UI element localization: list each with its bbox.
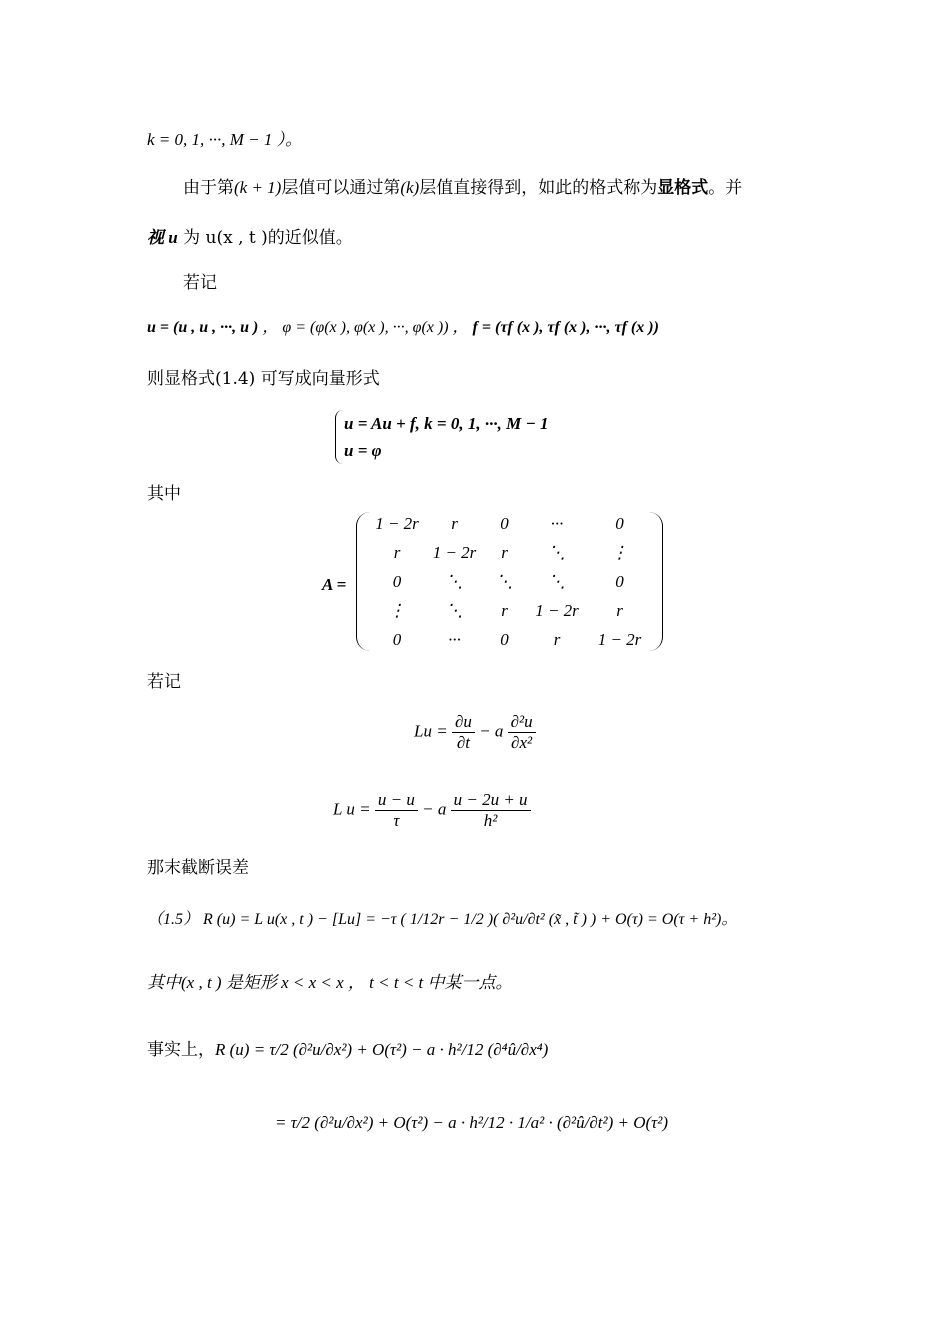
- operator-L-definition: Lu = $\frac{\partial u}{\partial t}$ − a $\frac{\text{∂²u}}{\text{∂x²}}$: [414, 712, 536, 753]
- matrix-cell: ⋮: [388, 601, 406, 620]
- matrix-cell: 1 − 2r: [432, 543, 477, 562]
- point-location-line: 其中(x , t ) 是矩形 x < x < x ， t < t < t 中某一点。: [147, 973, 513, 992]
- equation-1-5: （1.5） R (u) = L u(x , t ) − [Lu] = −τ ( 1/12r − 1/2 )( ∂²u/∂t² (x̃ , t̃ ) ) + O(τ) = O(τ + h²)。: [147, 911, 738, 928]
- vector-system: [335, 410, 549, 464]
- matrix-cell: 0: [392, 572, 402, 591]
- ruoji-label-2: 若记: [147, 672, 181, 692]
- matrix-cell: 0: [615, 514, 624, 533]
- matrix-cell: ···: [550, 514, 564, 533]
- paragraph-explicit-scheme: 由于第(k + 1)层值可以通过第(k)层值直接得到，如此的格式称为显格式。并: [183, 178, 743, 198]
- matrix-cell: 0: [500, 630, 509, 649]
- approx-value-line: 视 u 为 u(x , t )的近似值。: [147, 228, 353, 248]
- matrix-cell: 0: [615, 572, 624, 591]
- matrix-cell: 0: [500, 514, 509, 533]
- matrix-cell: 1 − 2r: [597, 630, 642, 649]
- matrix-cell: ⋱: [548, 572, 566, 591]
- matrix-cell: ⋱: [446, 601, 463, 620]
- matrix-cell: 1 − 2r: [375, 514, 419, 533]
- matrix-A: [356, 512, 663, 651]
- matrix-cell: ⋱: [548, 543, 566, 562]
- truncation-error-label: 那末截断误差: [147, 858, 249, 878]
- qizhong-label: 其中: [147, 484, 181, 504]
- matrix-cell: r: [451, 514, 458, 533]
- matrix-label: A =: [322, 575, 347, 594]
- matrix-cell: ⋮: [611, 543, 628, 562]
- explicit-vector-form-line: 则显格式(1.4) 可写成向量形式: [147, 369, 380, 389]
- operator-Lh-definition: L u = $\frac{u - u}{\tau}$ − a $\frac{u - 2u + u}{\text{h²}}$: [333, 790, 531, 831]
- explicit-scheme-term: 显格式: [657, 178, 709, 198]
- ruoji-label-1: 若记: [183, 273, 217, 293]
- system-row-2: u = φ: [344, 441, 382, 460]
- equation-number: （1.5）: [147, 911, 200, 928]
- matrix-cell: r: [501, 601, 508, 620]
- fact-line-2: = τ/2 (∂²u/∂x²) + O(τ²) − a · h²/12 · 1/a² · (∂²û/∂t²) + O(τ²): [275, 1113, 668, 1132]
- matrix-cell: r: [393, 543, 401, 562]
- matrix-cell: r: [616, 601, 623, 620]
- matrix-cell: ···: [448, 630, 461, 649]
- system-row-1: u = Au + f, k = 0, 1, ···, M − 1: [344, 414, 549, 433]
- matrix-cell: r: [553, 630, 561, 649]
- matrix-cell: ⋱: [496, 572, 513, 591]
- matrix-cell: 0: [392, 630, 402, 649]
- index-range-line: k = 0, 1, ···, M − 1 ）。: [147, 130, 303, 149]
- matrix-cell: ⋱: [446, 572, 463, 591]
- matrix-cell: r: [501, 543, 508, 562]
- matrix-grid: [356, 512, 663, 651]
- matrix-cell: 1 − 2r: [535, 601, 579, 620]
- fact-line-1: 事实上，R (u) = τ/2 (∂²u/∂x²) + O(τ²) − a · h²/12 (∂⁴û/∂x⁴): [147, 1040, 549, 1060]
- vector-definitions: u = (u , u , ···, u ) ， φ = (φ(x ), φ(x ), ···, φ(x )) ， f = (τf (x ), τf (x ), ···, τf (x )): [147, 319, 659, 336]
